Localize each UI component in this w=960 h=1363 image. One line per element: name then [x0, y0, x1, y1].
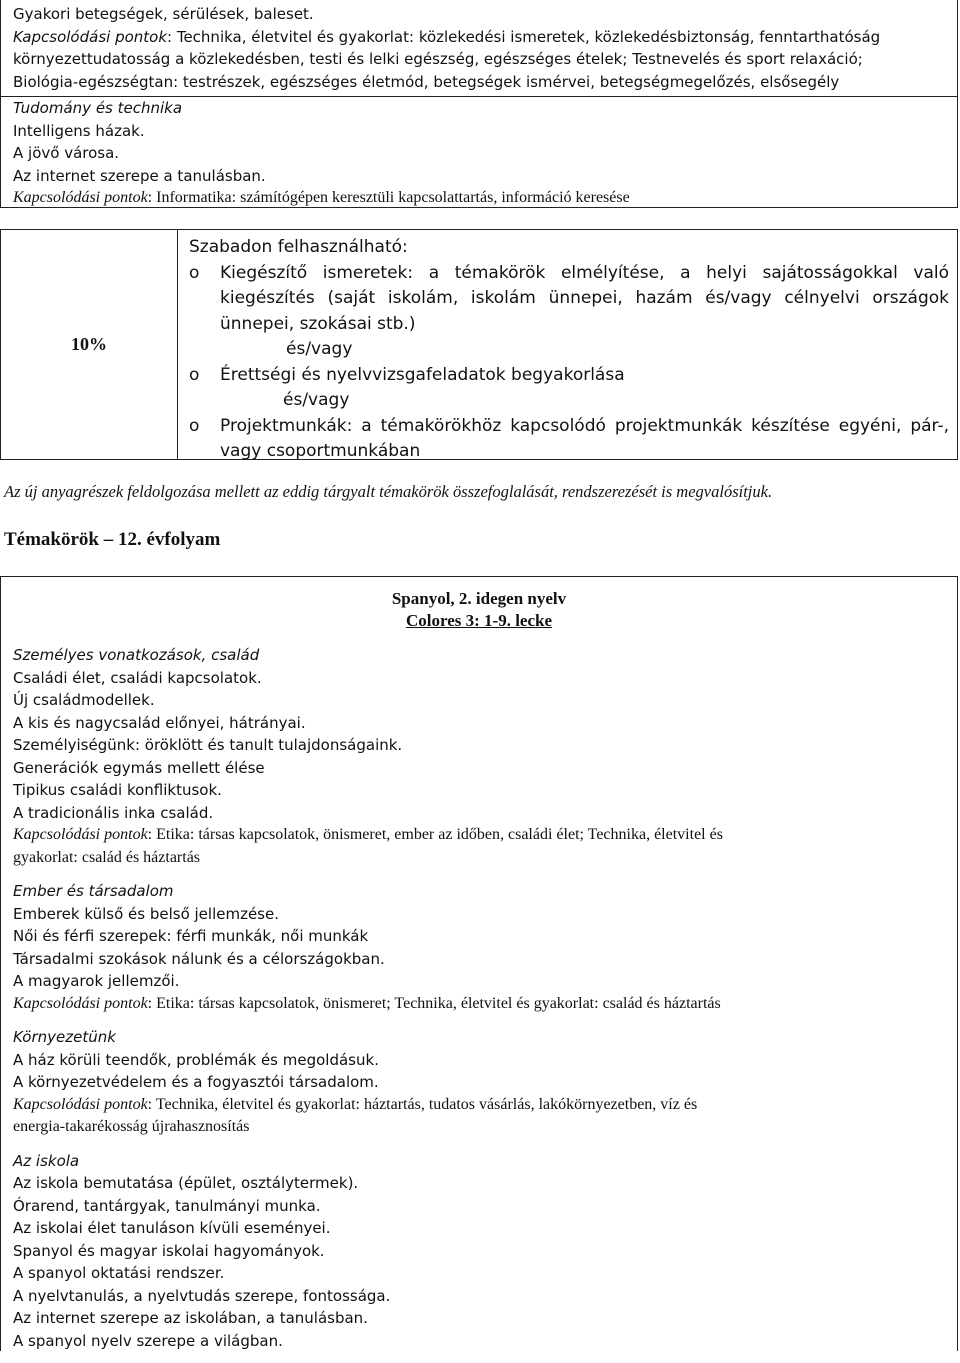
- topic-line: A spanyol nyelv szerepe a világban.: [13, 1331, 283, 1350]
- topic-line: Új családmodellek.: [13, 691, 155, 709]
- connection-points-label: Kapcsolódási pontok: [13, 826, 148, 843]
- topic-line: Intelligens házak.: [13, 121, 145, 140]
- topic-line: Az internet szerepe a tanulásban.: [13, 166, 266, 185]
- topic-block: [13, 880, 947, 1015]
- topic-line: Tipikus családi konfliktusok.: [13, 781, 222, 799]
- science-topic-block: [1, 96, 957, 210]
- bullet-line: kiegészítés (saját iskolám, iskolám ünnepei, hazám és/vagy célnyelvi országok: [220, 288, 949, 308]
- bullet-line: ünnepei, szokásai stb.): [220, 313, 416, 334]
- topics-list: [13, 644, 947, 1363]
- summary-paragraph: Az új anyagrészek feldolgozása mellett az eddig tárgyalt témakörök összefoglalását, rendszerezését is megvalósítjuk.: [4, 482, 773, 501]
- health-topic-block: [13, 3, 951, 93]
- connection-points-line: energia-takarékosság újrahasznosítás: [13, 1118, 250, 1135]
- previous-topics-box: [0, 0, 958, 208]
- bullet-marker: o: [189, 364, 200, 385]
- or-connector: és/vagy: [286, 339, 353, 359]
- topic-block: [13, 644, 947, 869]
- connection-points: [13, 993, 947, 1016]
- topic-line: Családi élet, családi kapcsolatok.: [13, 668, 262, 687]
- section-heading: Témakörök – 12. évfolyam: [4, 529, 221, 550]
- connection-points: [13, 1094, 947, 1117]
- or-connector: és/vagy: [283, 390, 350, 410]
- topic-line: Az iskolai élet tanuláson kívüli eseményei.: [13, 1219, 331, 1237]
- topic-line: Személyiségünk: öröklött és tanult tulajdonságaink.: [13, 736, 403, 754]
- bullet-line: Érettségi és nyelvvizsgafeladatok begyakorlása: [220, 364, 625, 385]
- topic-line: Gyakori betegségek, sérülések, baleset.: [13, 5, 314, 23]
- connection-points-label: Kapcsolódási pontok: [13, 27, 168, 46]
- bullet-line: Kiegészítő ismeretek: a témakörök elmélyítése, a helyi sajátosságokkal való: [220, 262, 949, 283]
- connection-points-line: gyakorlat: család és háztartás: [13, 848, 201, 866]
- connection-points-text: : Technika, életvitel és gyakorlat: háztartás, tudatos vásárlás, lakókörnyezetben, víz és: [147, 1095, 698, 1113]
- topic-title: Környezetünk: [13, 1028, 116, 1046]
- topic-title: Az iskola: [13, 1151, 80, 1170]
- free-time-heading: Szabadon felhasználható:: [189, 237, 408, 257]
- topic-line: A környezetvédelem és a fogyasztói társadalom.: [13, 1073, 379, 1091]
- bullet-item: [189, 261, 949, 338]
- bullet-marker: o: [189, 415, 200, 436]
- topic-line: Az internet szerepe az iskolában, a tanulásban.: [13, 1309, 368, 1327]
- topic-title: Ember és társadalom: [13, 882, 174, 900]
- bullet-item: [189, 414, 949, 465]
- course-book: Colores 3: 1-9. lecke: [405, 611, 553, 630]
- topic-line: A spanyol oktatási rendszer.: [13, 1264, 225, 1282]
- connection-points-text: : Etika: társas kapcsolatok, önismeret, ember az időben, családi élet; Technika, életvitel és: [147, 826, 723, 843]
- connection-points-label: Kapcsolódási pontok: [13, 994, 148, 1012]
- course-name: Spanyol, 2. idegen nyelv: [391, 589, 567, 608]
- topic-line: A jövő városa.: [13, 144, 120, 162]
- connection-points-label: Kapcsolódási pontok: [13, 189, 148, 206]
- topic-line: Emberek külső és belső jellemzése.: [13, 904, 279, 923]
- connection-points: [13, 824, 947, 847]
- topic-line: Az iskola bemutatása (épület, osztálytermek).: [13, 1174, 359, 1192]
- connection-points-text: : Informatika: számítógépen keresztüli kapcsolattartás, információ keresése: [147, 189, 630, 206]
- connection-points: [13, 187, 957, 210]
- topic-title: Személyes vonatkozások, család: [13, 646, 260, 664]
- percent-cell: 10%: [1, 230, 178, 459]
- connection-points: [13, 26, 951, 49]
- topic-line: A nyelvtanulás, a nyelvtudás szerepe, fontossága.: [13, 1286, 391, 1305]
- topic-line: Társadalmi szokások nálunk és a célországokban.: [13, 949, 385, 968]
- bullet-marker: o: [189, 262, 200, 283]
- topic-line: Generációk egymás mellett élése: [13, 758, 265, 777]
- connection-points-label: Kapcsolódási pontok: [13, 1095, 148, 1113]
- bullet-line: vagy csoportmunkában: [220, 441, 421, 461]
- topic-title: Tudomány és technika: [13, 99, 183, 117]
- free-time-content: [189, 235, 949, 465]
- connection-points-text: : Technika, életvitel és gyakorlat: közlekedési ismeretek, közlekedésbiztonság, fenntarthatóság: [167, 27, 881, 46]
- bullet-item: [189, 363, 949, 389]
- topic-line: A ház körüli teendők, problémák és megoldásuk.: [13, 1050, 379, 1069]
- topic-line: A kis és nagycsalád előnyei, hátrányai.: [13, 713, 306, 732]
- topic-block: [13, 1026, 947, 1139]
- topic-line: A magyarok jellemzői.: [13, 972, 180, 990]
- course-title: [1, 588, 957, 632]
- connection-points-text: : Etika: társas kapcsolatok, önismeret; Technika, életvitel és gyakorlat: család és háztartás: [147, 994, 721, 1012]
- topic-line: Spanyol és magyar iskolai hagyományok.: [13, 1241, 325, 1260]
- topic-line: Órarend, tantárgyak, tanulmányi munka.: [13, 1196, 321, 1215]
- topic-line: A tradicionális inka család.: [13, 803, 214, 822]
- connection-points-line: környezettudatosság a közlekedésben, testi és lelki egészség, egészséges ételek; Testnevelés és sport relaxáció;: [13, 50, 863, 68]
- bullet-line: Projektmunkák: a témakörökhöz kapcsolódó projektmunkák készítése egyéni, pár-,: [220, 415, 949, 436]
- free-time-table: [0, 229, 958, 460]
- topic-block: [13, 1150, 947, 1353]
- topic-line: Női és férfi szerepek: férfi munkák, női munkák: [13, 927, 369, 945]
- grade-12-topics-table: [0, 576, 958, 1351]
- connection-points-line: Biológia-egészségtan: testrészek, egészséges életmód, betegségek ismérvei, betegségmegelőzés, elsősegély: [13, 72, 840, 91]
